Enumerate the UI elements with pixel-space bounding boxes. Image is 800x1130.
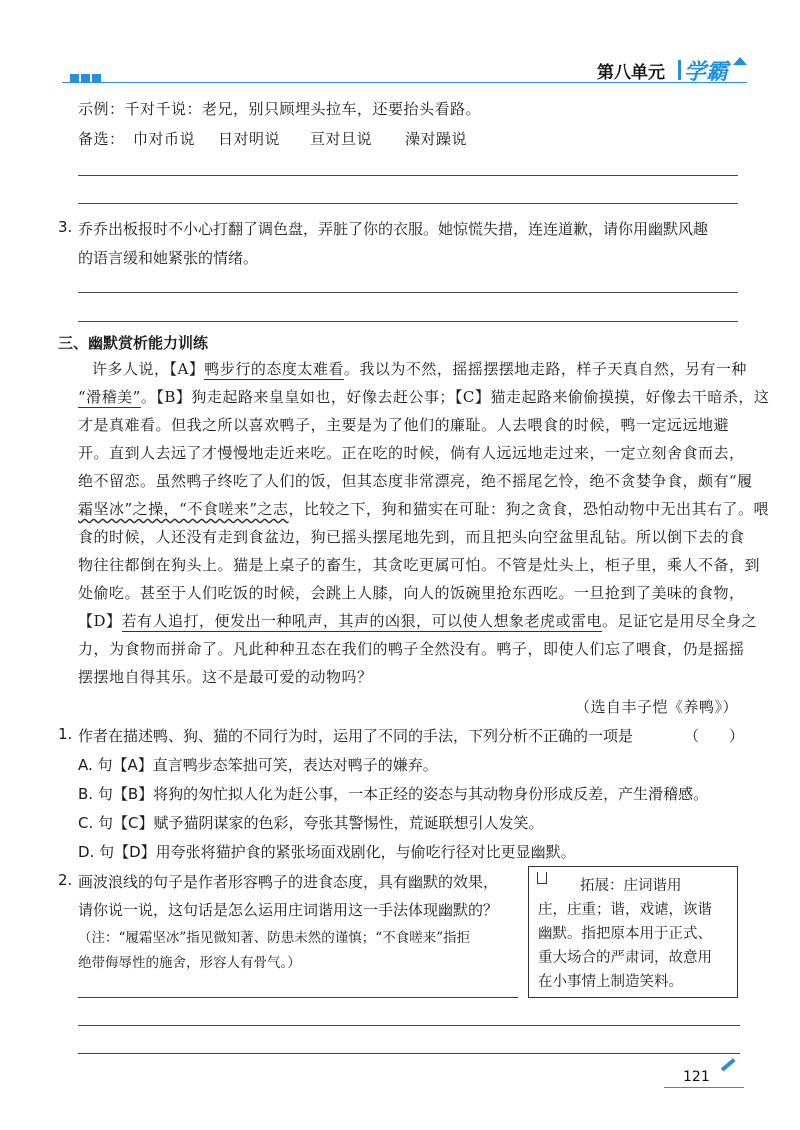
- question-text: 画波浪线的句子是作者形容鸭子的进食态度，具有幽默的效果，: [78, 873, 499, 891]
- choice-a[interactable]: A. 句【A】直言鸭步态笨拙可笑，表达对鸭子的嫌弃。: [78, 756, 438, 774]
- question-number: 2.: [58, 871, 73, 889]
- header-decoration: [70, 67, 103, 86]
- option-2: 日对明说: [218, 130, 281, 148]
- answer-line: [78, 175, 738, 176]
- passage-line: 食的时候，人还没有走到食盆边，狗已摇头摆尾地先到，而且把头向空盆里乱钻。所以倒下去的食: [78, 528, 745, 546]
- choice-c[interactable]: C. 句【C】赋予猫阴谋家的色彩，夸张其警惕性，荒诞联想引人发笑。: [78, 814, 544, 832]
- question-note: 绝带侮辱性的施舍，形容人有骨气。）: [78, 955, 301, 971]
- page-number-rule: [664, 1087, 744, 1088]
- question-number: 3.: [58, 218, 73, 236]
- passage-line: 才是真难看。但我之所以喜欢鸭子，主要是为了他们的廉耻。人去喂食的时候，鸭一定远远地避: [78, 416, 730, 434]
- header-divider: [678, 60, 681, 80]
- passage-line: 绝不留恋。虽然鸭子终吃了人们的饭，但其态度非常漂亮，绝不摇尾乞怜，绝不贪婪争食，颇有“履: [78, 472, 753, 490]
- choice-b[interactable]: B. 句【B】将狗的匆忙拟人化为赶公事，一本正经的姿态与其动物身份形成反差，产生滑稽感。: [78, 785, 709, 803]
- example-text: 示例：千对千说：老兄，别只顾埋头拉车，还要抬头看路。: [78, 100, 482, 118]
- passage-line: 许多人说，【A】鸭步行的态度太难看。我以为不然，摇摇摆摆地走路，样子天真自然，另有一种: [92, 360, 747, 378]
- graduation-cap-icon: [733, 57, 747, 65]
- answer-line: [78, 997, 518, 998]
- passage-line: 开。直到人去远了才慢慢地走近来吃。正在吃的时候，倘有人远远地走过来，一定立刻舍食而去，: [78, 444, 745, 462]
- tip-text: 重大场合的严肃词，故意用: [538, 950, 712, 966]
- option-3: 亘对旦说: [310, 130, 373, 148]
- question-text: 的语言缓和她紧张的情绪。: [78, 249, 259, 267]
- answer-line: [78, 1053, 740, 1054]
- tip-text: 幽默。指把原本用于正式、: [538, 926, 712, 942]
- answer-line: [78, 321, 738, 322]
- question-number: 1.: [58, 725, 73, 743]
- passage-line: 处偷吃。甚至于人们吃饭的时候，会跳上人膝，向人的饭碗里抢东西吃。一旦抢到了美味的食物，: [78, 584, 745, 602]
- passage-line: 摆摆地自得其乐。这不是最可爱的动物吗？: [78, 668, 373, 686]
- choice-d[interactable]: D. 句【D】用夸张将猫护食的紧张场面戏剧化，与偷吃行径对比更显幽默。: [78, 843, 576, 861]
- answer-line: [78, 203, 738, 204]
- passage-line: 霜坚冰”之操，“不食嗟来”之志，比较之下，狗和猫实在可耻：狗之贪食，恐怕动物中无出其右了。喂: [78, 500, 770, 518]
- tip-text: 在小事情上制造笑料。: [538, 974, 683, 990]
- passage-line: 力，为食物而拼命了。凡此种种丑态在我们的鸭子全然没有。鸭子，即使人们忘了喂食，仍是摇摇: [78, 640, 745, 658]
- question-text: 请你说一说，这句话是怎么运用庄词谐用这一手法体现幽默的？: [78, 901, 499, 919]
- answer-bracket[interactable]: （ ）: [684, 727, 745, 745]
- option-4: 澡对躁说: [405, 130, 468, 148]
- passage-line: 物往往都倒在狗头上。猫是上桌子的畜生，其贪吃更属可怕。不管是灶头上，柜子里，乘人不备，到: [78, 556, 761, 574]
- passage-line: “滑稽美”。【B】狗走起路来皇皇如也，好像去赶公事；【C】猫走起路来偷偷摸摸，好像去干暗杀，这: [78, 388, 770, 406]
- question-note: （注：“履霜坚冰”指见微知著、防患未然的谨慎；“不食嗟来”指拒: [78, 930, 471, 946]
- question-text: 乔乔出板报时不小心打翻了调色盘，弄脏了你的衣服。她惊慌失措，连连道歉，请你用幽默风趣: [78, 220, 709, 238]
- pencil-icon: [721, 1058, 736, 1071]
- tip-title: 拓展：庄词谐用: [580, 878, 682, 894]
- unit-title: 第八单元: [597, 63, 665, 83]
- question-text: 作者在描述鸭、狗、猫的不同行为时，运用了不同的手法，下列分析不正确的一项是: [78, 727, 634, 745]
- brand-logo: 学霸: [684, 60, 729, 85]
- options-label: 备选：: [78, 130, 125, 148]
- bookmark-icon: [537, 872, 547, 884]
- answer-line: [78, 1025, 740, 1026]
- passage-line: 【D】若有人追打，便发出一种吼声，其声的凶狠，可以使人想象老虎或雷电。足证它是用尽全身之: [78, 612, 758, 630]
- section-title: 三、幽默赏析能力训练: [58, 334, 209, 352]
- page-number: 121: [683, 1069, 710, 1085]
- passage-source: （选自丰子恺《养鸭》）: [574, 698, 738, 716]
- option-1: 巾对币说: [133, 130, 196, 148]
- answer-line: [78, 292, 738, 293]
- tip-text: 庄，庄重；谐，戏谑，诙谐: [538, 902, 712, 918]
